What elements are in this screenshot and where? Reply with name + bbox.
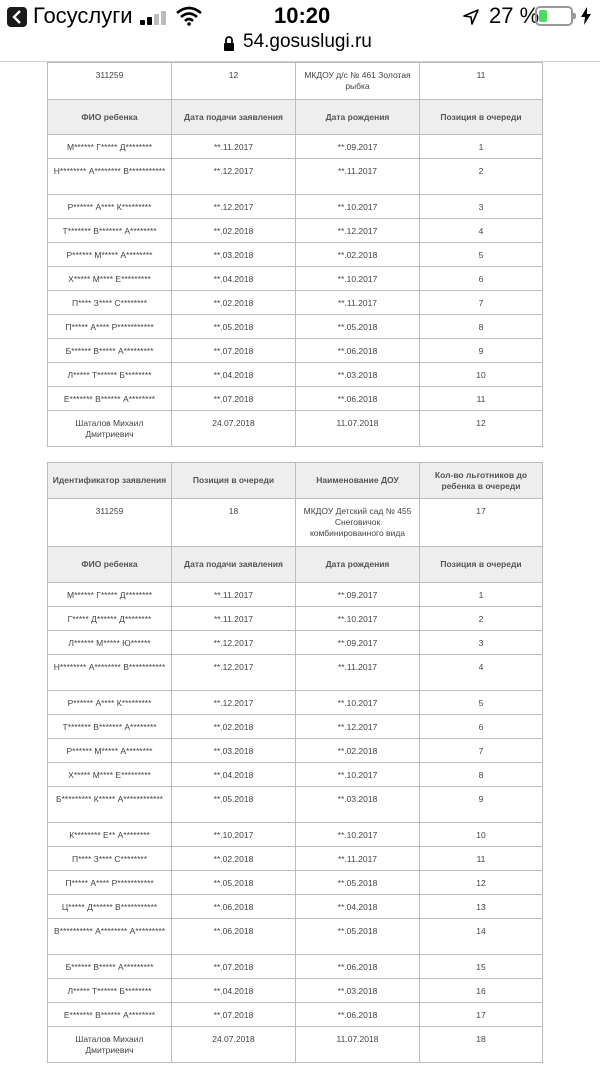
child-name: Т******* В******* А******** — [48, 219, 172, 243]
application-date: **.02.2018 — [172, 219, 296, 243]
table-row — [48, 195, 543, 219]
birth-date: **.11.2017 — [296, 291, 420, 315]
clock: 10:20 — [274, 3, 331, 28]
child-name: П***** А**** Р*********** — [48, 871, 172, 895]
child-name: Х***** М**** Е********* — [48, 763, 172, 787]
header-queue-position: Позиция в очереди — [420, 100, 543, 135]
application-date: **.12.2017 — [172, 195, 296, 219]
table-row — [48, 763, 543, 787]
table-row — [48, 919, 543, 955]
queue-position: 18 — [420, 1027, 543, 1063]
queue-table-2 — [47, 462, 542, 1063]
table-row — [48, 739, 543, 763]
birth-date: **.03.2018 — [296, 979, 420, 1003]
birth-date: **.03.2018 — [296, 787, 420, 823]
birth-date: **.06.2018 — [296, 387, 420, 411]
child-name: Р****** А**** К********* — [48, 195, 172, 219]
child-name: Г***** Д****** Д******** — [48, 607, 172, 631]
queue-position: 7 — [420, 739, 543, 763]
application-date: **.06.2018 — [172, 895, 296, 919]
birth-date: **.12.2017 — [296, 219, 420, 243]
application-date: **.04.2018 — [172, 979, 296, 1003]
application-date: **.12.2017 — [172, 691, 296, 715]
application-date: **.11.2017 — [172, 607, 296, 631]
application-date: **.05.2018 — [172, 871, 296, 895]
table-row — [48, 823, 543, 847]
status-bar — [0, 0, 600, 34]
queue-position: 13 — [420, 895, 543, 919]
battery-icon — [535, 6, 573, 26]
birth-date: **.05.2018 — [296, 315, 420, 339]
queue-position: 12 — [420, 871, 543, 895]
queue-position: 11 — [420, 847, 543, 871]
table-row — [48, 1003, 543, 1027]
table-row — [48, 607, 543, 631]
application-date: **.04.2018 — [172, 363, 296, 387]
header-privileged-count: Кол-во льготников до ребенка в очереди — [420, 463, 543, 499]
header-birth-date: Дата рождения — [296, 100, 420, 135]
application-date: **.07.2018 — [172, 955, 296, 979]
charging-bolt-icon — [580, 7, 592, 25]
birth-date: **.12.2017 — [296, 715, 420, 739]
birth-date: **.09.2017 — [296, 631, 420, 655]
back-to-app-button[interactable] — [7, 7, 27, 27]
table-row — [48, 363, 543, 387]
kindergarten-name: МКДОУ д/с № 461 Золотая рыбка — [296, 63, 420, 100]
table-header — [48, 547, 543, 583]
header-application-date: Дата подачи заявления — [172, 547, 296, 583]
table-row — [48, 691, 543, 715]
birth-date: **.02.2018 — [296, 243, 420, 267]
birth-date: **.06.2018 — [296, 339, 420, 363]
application-id: 311259 — [48, 499, 172, 547]
child-name: Т******* В******* А******** — [48, 715, 172, 739]
child-name: Шаталов Михаил Дмитриевич — [48, 411, 172, 447]
child-name: Р****** А**** К********* — [48, 691, 172, 715]
url-address[interactable]: 54.gosuslugi.ru — [243, 31, 372, 52]
table-row — [48, 847, 543, 871]
queue-position: 9 — [420, 787, 543, 823]
table-row — [48, 291, 543, 315]
header-kindergarten-name: Наименование ДОУ — [296, 463, 420, 499]
queue-position: 18 — [172, 499, 296, 547]
child-name: К******** Е** А******** — [48, 823, 172, 847]
child-name: Е******* В****** А******** — [48, 1003, 172, 1027]
child-name: Х***** М**** Е********* — [48, 267, 172, 291]
application-date: 24.07.2018 — [172, 1027, 296, 1063]
queue-position: 11 — [420, 387, 543, 411]
application-date: **.03.2018 — [172, 243, 296, 267]
application-date: **.11.2017 — [172, 583, 296, 607]
birth-date: **.10.2017 — [296, 691, 420, 715]
queue-position: 2 — [420, 607, 543, 631]
child-name: Н******** А******** В*********** — [48, 655, 172, 691]
application-date: **.05.2018 — [172, 315, 296, 339]
child-name: П**** З**** С******** — [48, 847, 172, 871]
child-name: П***** А**** Р*********** — [48, 315, 172, 339]
queue-position: 15 — [420, 955, 543, 979]
application-date: **.12.2017 — [172, 159, 296, 195]
queue-position: 10 — [420, 363, 543, 387]
header-birth-date: Дата рождения — [296, 547, 420, 583]
birth-date: **.03.2018 — [296, 363, 420, 387]
table-row — [48, 1027, 543, 1063]
table-row — [48, 583, 543, 607]
privileged-count: 11 — [420, 63, 543, 100]
queue-position: 7 — [420, 291, 543, 315]
application-date: **.04.2018 — [172, 267, 296, 291]
queue-position: 12 — [172, 63, 296, 100]
application-id: 311259 — [48, 63, 172, 100]
child-name: В********** А******** А********* — [48, 919, 172, 955]
application-summary-row — [48, 499, 543, 547]
queue-position: 4 — [420, 219, 543, 243]
back-app-name[interactable]: Госуслуги — [33, 3, 133, 28]
child-name: М****** Г***** Д******** — [48, 135, 172, 159]
application-date: **.07.2018 — [172, 1003, 296, 1027]
header-queue-position: Позиция в очереди — [420, 547, 543, 583]
header-application-id: Идентификатор заявления — [48, 463, 172, 499]
kindergarten-name: МКДОУ Детский сад № 455 Снеговичок комбинированного вида — [296, 499, 420, 547]
summary-header — [48, 463, 543, 499]
header-application-date: Дата подачи заявления — [172, 100, 296, 135]
birth-date: **.02.2018 — [296, 739, 420, 763]
application-date: **.02.2018 — [172, 847, 296, 871]
application-date: **.07.2018 — [172, 387, 296, 411]
birth-date: **.11.2017 — [296, 159, 420, 195]
table-header — [48, 100, 543, 135]
child-name: Л***** Т****** Б******** — [48, 363, 172, 387]
birth-date: 11.07.2018 — [296, 411, 420, 447]
child-name: Б********* К***** А************ — [48, 787, 172, 823]
table-row — [48, 979, 543, 1003]
application-date: **.12.2017 — [172, 655, 296, 691]
queue-position: 6 — [420, 267, 543, 291]
battery-percent: 27 % — [489, 3, 540, 28]
queue-position: 8 — [420, 315, 543, 339]
child-name: Р****** М***** А******** — [48, 243, 172, 267]
queue-position: 16 — [420, 979, 543, 1003]
birth-date: **.11.2017 — [296, 655, 420, 691]
child-name: Е******* В****** А******** — [48, 387, 172, 411]
header-child-name: ФИО ребенка — [48, 100, 172, 135]
table-row — [48, 631, 543, 655]
application-summary-row — [48, 63, 543, 100]
table-row — [48, 315, 543, 339]
birth-date: **.10.2017 — [296, 267, 420, 291]
child-name: М****** Г***** Д******** — [48, 583, 172, 607]
table-row — [48, 135, 543, 159]
birth-date: **.05.2018 — [296, 919, 420, 955]
birth-date: **.04.2018 — [296, 895, 420, 919]
chevron-left-icon — [11, 10, 23, 24]
birth-date: **.06.2018 — [296, 955, 420, 979]
birth-date: **.10.2017 — [296, 763, 420, 787]
queue-position: 12 — [420, 411, 543, 447]
child-name: Б****** В***** А********* — [48, 339, 172, 363]
header-queue-position: Позиция в очереди — [172, 463, 296, 499]
child-name: Б****** В***** А********* — [48, 955, 172, 979]
queue-position: 5 — [420, 243, 543, 267]
child-name: Н******** А******** В*********** — [48, 159, 172, 195]
queue-table-1 — [47, 62, 542, 447]
table-row — [48, 219, 543, 243]
child-name: Ц***** Д****** В*********** — [48, 895, 172, 919]
table-row — [48, 715, 543, 739]
application-date: **.12.2017 — [172, 631, 296, 655]
table-row — [48, 159, 543, 195]
queue-position: 4 — [420, 655, 543, 691]
queue-position: 17 — [420, 1003, 543, 1027]
location-arrow-icon — [462, 8, 480, 26]
birth-date: **.10.2017 — [296, 195, 420, 219]
birth-date: **.06.2018 — [296, 1003, 420, 1027]
child-name: Л****** М***** Ю****** — [48, 631, 172, 655]
birth-date: **.09.2017 — [296, 583, 420, 607]
queue-position: 8 — [420, 763, 543, 787]
queue-position: 10 — [420, 823, 543, 847]
child-name: Л***** Т****** Б******** — [48, 979, 172, 1003]
privileged-count: 17 — [420, 499, 543, 547]
application-date: **.11.2017 — [172, 135, 296, 159]
application-date: 24.07.2018 — [172, 411, 296, 447]
queue-position: 2 — [420, 159, 543, 195]
signal-icon — [140, 9, 168, 25]
table-row — [48, 787, 543, 823]
queue-position: 6 — [420, 715, 543, 739]
table-row — [48, 655, 543, 691]
header-child-name: ФИО ребенка — [48, 547, 172, 583]
queue-position: 9 — [420, 339, 543, 363]
child-name: Р****** М***** А******** — [48, 739, 172, 763]
birth-date: **.05.2018 — [296, 871, 420, 895]
application-date: **.04.2018 — [172, 763, 296, 787]
child-name: Шаталов Михаил Дмитриевич — [48, 1027, 172, 1063]
table-row — [48, 243, 543, 267]
table-row — [48, 387, 543, 411]
child-name: П**** З**** С******** — [48, 291, 172, 315]
application-date: **.05.2018 — [172, 787, 296, 823]
queue-position: 5 — [420, 691, 543, 715]
queue-position: 3 — [420, 631, 543, 655]
application-date: **.10.2017 — [172, 823, 296, 847]
wifi-icon — [176, 6, 202, 26]
birth-date: **.10.2017 — [296, 823, 420, 847]
application-date: **.06.2018 — [172, 919, 296, 955]
table-row — [48, 871, 543, 895]
queue-position: 3 — [420, 195, 543, 219]
table-row — [48, 955, 543, 979]
application-date: **.02.2018 — [172, 715, 296, 739]
lock-icon — [223, 36, 235, 51]
birth-date: 11.07.2018 — [296, 1027, 420, 1063]
application-date: **.02.2018 — [172, 291, 296, 315]
application-date: **.03.2018 — [172, 739, 296, 763]
table-row — [48, 339, 543, 363]
table-row — [48, 895, 543, 919]
queue-position: 1 — [420, 583, 543, 607]
birth-date: **.11.2017 — [296, 847, 420, 871]
application-date: **.07.2018 — [172, 339, 296, 363]
table-row — [48, 411, 543, 447]
queue-position: 14 — [420, 919, 543, 955]
birth-date: **.09.2017 — [296, 135, 420, 159]
table-row — [48, 267, 543, 291]
birth-date: **.10.2017 — [296, 607, 420, 631]
queue-position: 1 — [420, 135, 543, 159]
